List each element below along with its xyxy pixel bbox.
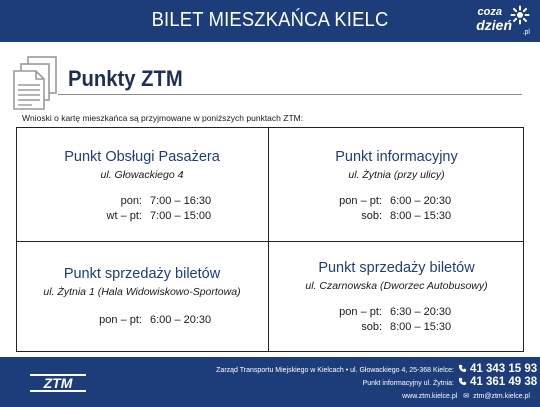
footer-bar xyxy=(0,357,540,407)
hours-days: pon – pt: xyxy=(339,195,382,207)
ztm-logo-text: ZTM xyxy=(43,375,73,391)
hours-days: pon – pt: xyxy=(99,314,142,326)
logo-text-pl: .pl xyxy=(522,29,530,36)
title-divider xyxy=(58,94,522,95)
phone-icon xyxy=(458,364,467,373)
hours-row xyxy=(322,320,451,335)
hours-row xyxy=(322,194,451,209)
point-address: ul. Żytnia 1 (Hala Widowiskowo-Sportowa) xyxy=(43,286,241,298)
documents-icon xyxy=(12,55,58,111)
hours-time: 6:00 – 20:30 xyxy=(390,195,452,207)
logo-text-coza: coza xyxy=(477,6,502,18)
hours-days: wt – pt: xyxy=(106,210,142,222)
hours-row xyxy=(82,209,211,224)
cozadzien-logo xyxy=(474,3,532,39)
hours-time: 7:00 – 16:30 xyxy=(150,195,212,207)
hours-time: 8:00 – 15:30 xyxy=(390,321,452,333)
section-title: Punkty ZTM xyxy=(68,66,183,91)
table-horizontal-divider xyxy=(16,241,524,242)
footer-phone-main xyxy=(458,363,537,375)
logo-text-dzien: dzień xyxy=(476,17,512,33)
hours-days: sob: xyxy=(361,210,382,222)
hours-row xyxy=(322,305,451,320)
point-hours xyxy=(82,313,211,328)
footer-website xyxy=(402,392,530,400)
hours-days: sob: xyxy=(361,321,382,333)
hours-time: 6:00 – 20:30 xyxy=(150,314,212,326)
email-icon: ✉ xyxy=(463,393,470,400)
point-cell-sprzedazy-zytnia xyxy=(16,266,268,300)
header-bar xyxy=(0,0,540,42)
footer-address: Zarząd Transportu Miejskiego w Kielcach • ul. Głowackiego 4, 25-368 Kielce: xyxy=(216,367,454,374)
intro-text: Wnioski o kartę mieszkańca są przyjmowane w poniższych punktach ZTM: xyxy=(22,113,304,123)
hours-days: pon – pt: xyxy=(339,306,382,318)
phone-icon xyxy=(458,377,467,386)
point-address: ul. Czarnowska (Dworzec Autobusowy) xyxy=(305,280,488,292)
ztm-logo xyxy=(26,371,90,395)
hours-row xyxy=(82,194,211,209)
phone-number[interactable]: 41 343 15 93 xyxy=(470,363,538,375)
footer-info-point: Punkt informacyjny ul. Żytnia: xyxy=(362,380,454,387)
website-link[interactable]: www.ztm.kielce.pl xyxy=(402,393,458,400)
sun-burst-icon xyxy=(510,5,530,25)
point-hours xyxy=(322,194,451,224)
point-address: ul. Głowackiego 4 xyxy=(100,169,184,181)
point-hours xyxy=(322,305,451,335)
footer-phone-info xyxy=(458,376,537,388)
point-hours xyxy=(82,194,211,224)
hours-time: 7:00 – 15:00 xyxy=(150,210,212,222)
point-cell-sprzedazy-czarnowska xyxy=(269,260,524,294)
point-cell-informacyjny xyxy=(269,149,524,183)
point-name: Punkt sprzedaży biletów xyxy=(63,266,221,282)
point-cell-obslugi xyxy=(16,149,268,183)
point-name: Punkt Obsługi Pasażera xyxy=(64,149,220,165)
phone-number[interactable]: 41 361 49 38 xyxy=(470,376,538,388)
hours-row xyxy=(82,313,211,328)
email-link[interactable]: ztm@ztm.kielce.pl xyxy=(473,393,530,400)
hours-time: 8:00 – 15:30 xyxy=(390,210,452,222)
point-name: Punkt informacyjny xyxy=(335,149,458,165)
point-address: ul. Żytnia (przy ulicy) xyxy=(348,169,445,181)
hours-days: pon: xyxy=(120,195,142,207)
hours-time: 6:30 – 20:30 xyxy=(390,306,452,318)
point-name: Punkt sprzedaży biletów xyxy=(318,260,475,276)
hours-row xyxy=(322,209,451,224)
page-header-title: BILET MIESZKAŃCA KIELC xyxy=(151,9,389,31)
